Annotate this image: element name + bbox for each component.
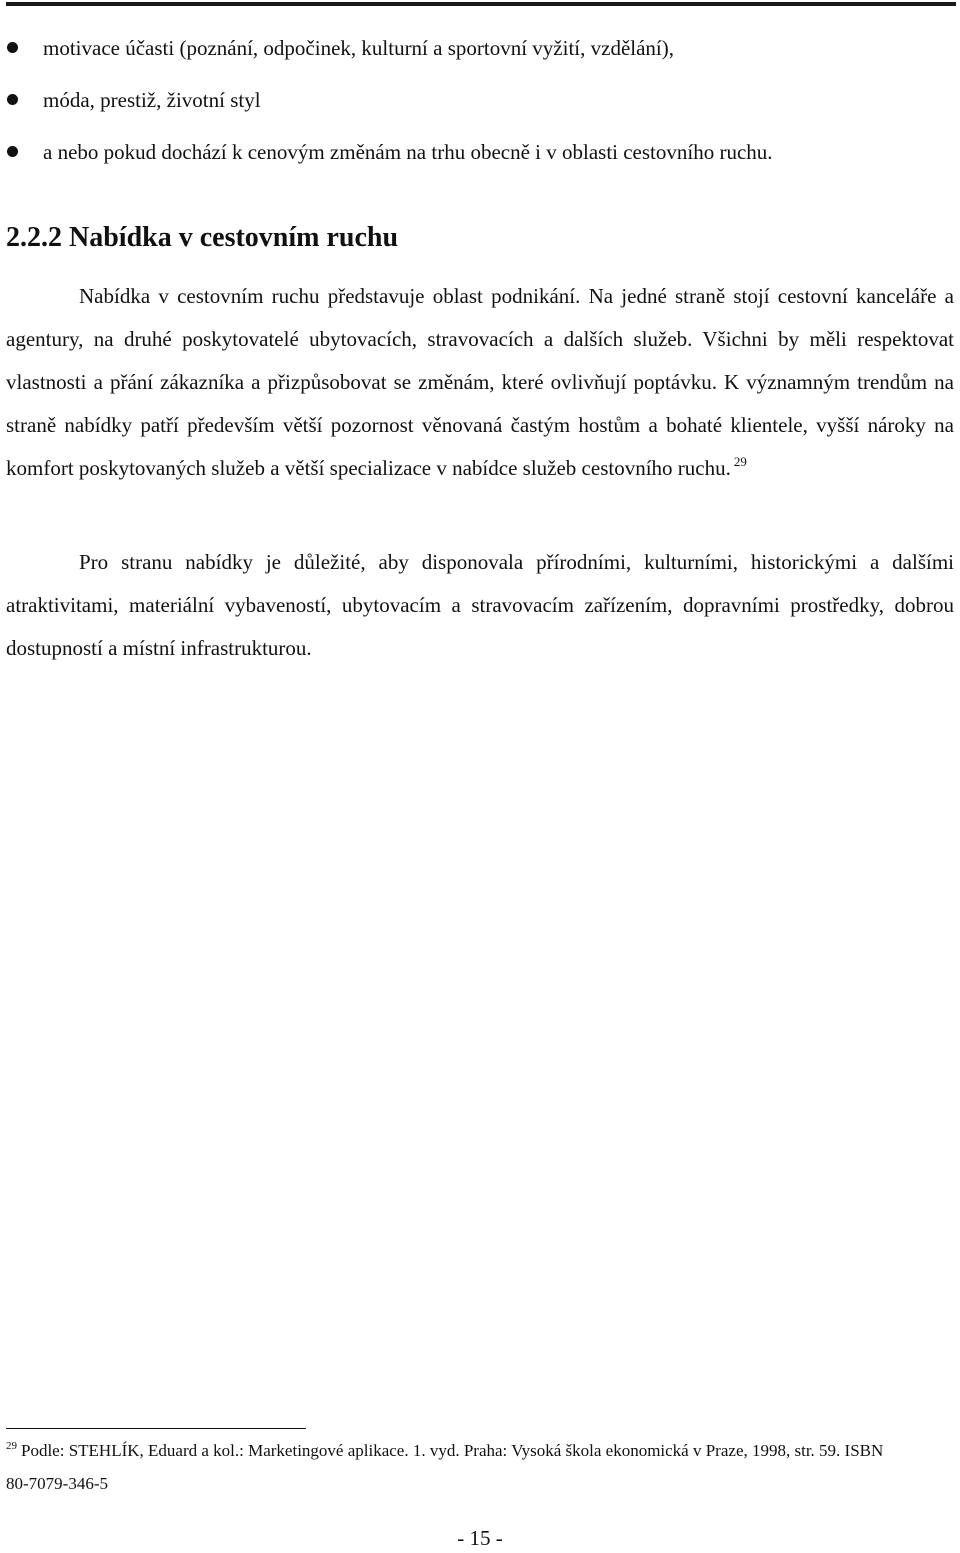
- top-border-line: [6, 2, 956, 6]
- footnote-text: Podle: STEHLÍK, Eduard a kol.: Marketingové aplikace. 1. vyd. Praha: Vysoká škola ekonomická v Praze, 1998, str. 59. ISBN 80-7079-346-5: [6, 1441, 884, 1493]
- bullet-icon: [7, 42, 18, 53]
- bullet-text: motivace účasti (poznání, odpočinek, kulturní a sportovní vyžití, vzdělání),: [43, 36, 674, 60]
- footnote-number: 29: [6, 1440, 17, 1452]
- footnote-reference[interactable]: 29: [733, 454, 747, 469]
- footnote-separator: [6, 1428, 306, 1429]
- paragraph-text: Pro stranu nabídky je důležité, aby disponovala přírodními, kulturními, historickými a dalšími atraktivitami, materiální vybaveností, ubytovacím a stravovacím zařízením, dopravními prostředky, dobrou dostupností a místní infrastrukturou.: [6, 550, 954, 660]
- bullet-text: móda, prestiž, životní styl: [43, 88, 261, 112]
- section-heading: 2.2.2 Nabídka v cestovním ruchu: [6, 222, 399, 253]
- bullet-list: [0, 30, 960, 186]
- paragraph-text: Nabídka v cestovním ruchu představuje oblast podnikání. Na jedné straně stojí cestovní kanceláře a agentury, na druhé poskytovatelé ubytovacích, stravovacích a dalších služeb. Všichni by měli respektovat vlastnosti a přání zákazníka a přizpůsobovat se změnám, které ovlivňují poptávku. K významným trendům na straně nabídky patří především větší pozornost věnovaná častým hostům a bohaté klientele, vyšší nároky na komfort poskytovaných služeb a větší specializace v nabídce služeb cestovního ruchu.: [6, 284, 954, 480]
- footnote: [6, 1434, 906, 1500]
- page-number: - 15 -: [457, 1526, 503, 1550]
- bullet-item: [0, 134, 960, 186]
- bullet-item: [0, 82, 960, 134]
- paragraph-offer-requirements: [6, 541, 954, 670]
- paragraph-offer-definition: [6, 275, 954, 490]
- bullet-item: [0, 30, 960, 82]
- bullet-text: a nebo pokud dochází k cenovým změnám na trhu obecně i v oblasti cestovního ruchu.: [43, 140, 773, 164]
- bullet-icon: [7, 94, 18, 105]
- bullet-icon: [7, 146, 18, 157]
